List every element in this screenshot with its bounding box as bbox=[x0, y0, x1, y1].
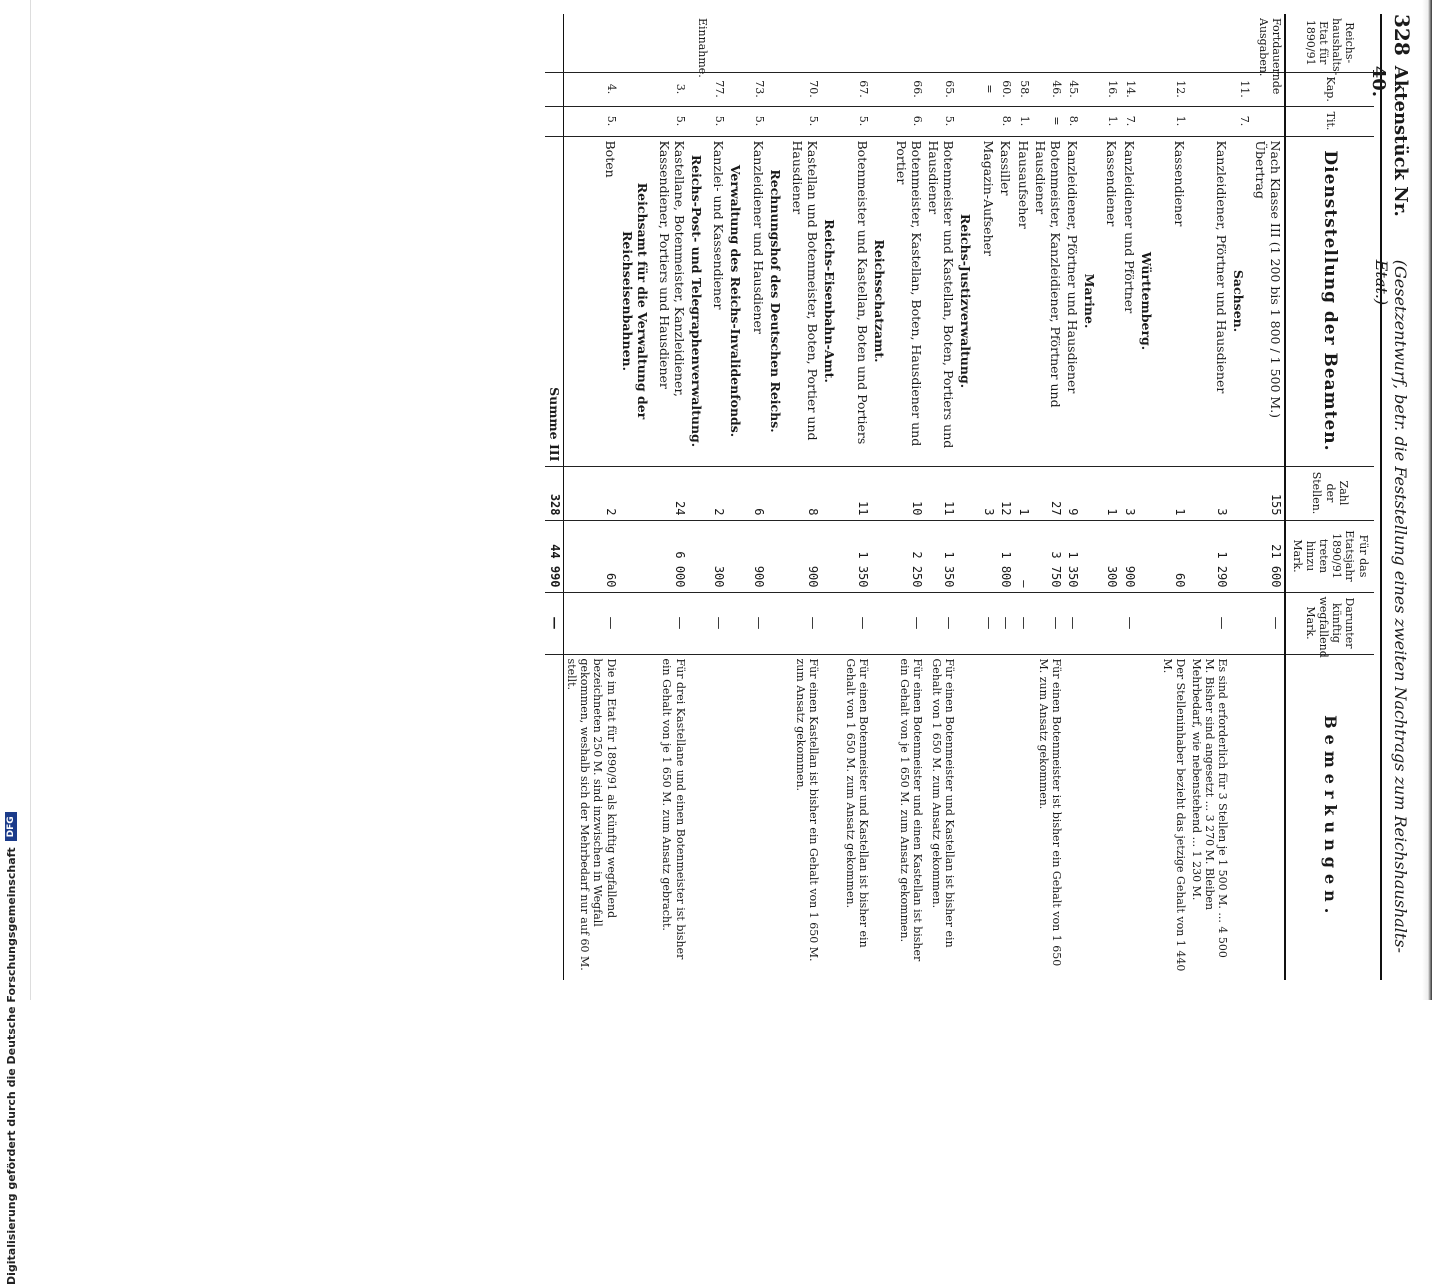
row-betrag bbox=[688, 520, 710, 592]
row-stellen bbox=[1138, 466, 1160, 520]
scan-edge-right bbox=[1422, 0, 1432, 1000]
row-kuenftig: — bbox=[893, 592, 925, 654]
page-title: Aktenstück Nr. 40. bbox=[1368, 65, 1411, 217]
row-betrag bbox=[1230, 520, 1252, 592]
table-header-row bbox=[1285, 14, 1374, 980]
row-label bbox=[997, 14, 1015, 72]
row-betrag: 900 bbox=[749, 520, 767, 592]
row-kap: 46. bbox=[1032, 72, 1064, 106]
row-description: Boten bbox=[563, 136, 618, 466]
row-remark bbox=[1230, 654, 1252, 980]
section-row bbox=[727, 14, 749, 980]
row-remark: Die im Etat für 1890/91 als künftig wegfallend bezeichneten 250 M. sind inzwischen in Wegfall gekommen, weshalb sich der Mehrbedarf nur auf 60 M. stellt. bbox=[563, 654, 618, 980]
row-remark bbox=[727, 654, 749, 980]
table-row bbox=[1064, 14, 1082, 980]
row-description: Marine. bbox=[1081, 136, 1103, 466]
row-tit bbox=[767, 106, 789, 136]
row-kap: 16. bbox=[1103, 72, 1120, 106]
row-stellen bbox=[767, 466, 789, 520]
row-stellen bbox=[1230, 466, 1252, 520]
row-label bbox=[1160, 14, 1188, 72]
row-kuenftig bbox=[1138, 592, 1160, 654]
row-label bbox=[1103, 14, 1120, 72]
row-label bbox=[619, 14, 656, 72]
row-stellen: 11 bbox=[925, 466, 957, 520]
row-kap bbox=[1081, 72, 1103, 106]
row-tit bbox=[957, 106, 979, 136]
ledger-body bbox=[563, 14, 1285, 980]
row-stellen bbox=[957, 466, 979, 520]
row-stellen: 6 bbox=[749, 466, 767, 520]
row-kuenftig: — bbox=[1252, 592, 1285, 654]
total-row bbox=[545, 14, 563, 980]
row-remark bbox=[1252, 654, 1285, 980]
row-stellen bbox=[688, 466, 710, 520]
row-remark: Für einen Botenmeister und Kastellan ist bisher ein Gehalt von 1 650 M. zum Ansatz gekommen. bbox=[843, 654, 871, 980]
section-row bbox=[1138, 14, 1160, 980]
row-label bbox=[1032, 14, 1064, 72]
table-row bbox=[563, 14, 618, 980]
row-stellen: 3 bbox=[1188, 466, 1230, 520]
row-stellen bbox=[871, 466, 893, 520]
row-description: Kassendiener bbox=[1103, 136, 1120, 466]
row-kap: 73. bbox=[749, 72, 767, 106]
row-kap: 11. bbox=[1230, 72, 1252, 106]
row-kuenftig: — bbox=[1188, 592, 1230, 654]
row-betrag: 3 750 bbox=[1032, 520, 1064, 592]
row-kap: 45. bbox=[1064, 72, 1082, 106]
row-kap: 58. bbox=[1014, 72, 1032, 106]
row-betrag: 300 bbox=[1103, 520, 1120, 592]
row-tit: 5. bbox=[789, 106, 821, 136]
row-betrag bbox=[821, 520, 843, 592]
page-number: 328 bbox=[1390, 14, 1414, 56]
page-subtitle: (Gesetzentwurf, betr. die Feststellung eines zweiten Nachtrags zum Reichshaushalts-Etat.) bbox=[1371, 259, 1410, 953]
document-page bbox=[32, 0, 1422, 1000]
row-tit bbox=[727, 106, 749, 136]
row-label bbox=[979, 14, 997, 72]
row-tit: 6. bbox=[893, 106, 925, 136]
row-tit: 8. bbox=[997, 106, 1015, 136]
row-description: Reichs-Justizverwaltung. bbox=[957, 136, 979, 466]
row-betrag bbox=[619, 520, 656, 592]
row-description: Botenmeister, Kastellan, Boten, Hausdiener und Portier bbox=[893, 136, 925, 466]
table-row bbox=[749, 14, 767, 980]
row-stellen: 24 bbox=[656, 466, 688, 520]
row-kap bbox=[767, 72, 789, 106]
dfg-logo-icon: DFG bbox=[5, 812, 17, 841]
row-remark: Für einen Botenmeister und Kastellan ist bisher ein Gehalt von 1 650 M. zum Ansatz gekommen. bbox=[925, 654, 957, 980]
col-header-betrag: Für das Etatsjahr 1890/91 treten hinzu Mark. bbox=[1285, 520, 1374, 592]
row-kuenftig bbox=[821, 592, 843, 654]
row-kuenftig: — bbox=[710, 592, 728, 654]
row-remark bbox=[997, 654, 1015, 980]
table-row bbox=[1252, 14, 1285, 980]
table-row bbox=[925, 14, 957, 980]
row-betrag: 6 000 bbox=[656, 520, 688, 592]
row-kap: 77. bbox=[710, 72, 728, 106]
row-label bbox=[656, 14, 688, 72]
row-label bbox=[871, 14, 893, 72]
row-remark bbox=[979, 654, 997, 980]
row-betrag: 900 bbox=[789, 520, 821, 592]
row-remark bbox=[1064, 654, 1082, 980]
row-remark: Für drei Kastellane und einen Botenmeister ist bisher ein Gehalt von je 1 650 M. zum Ansatz gebracht. bbox=[656, 654, 688, 980]
row-label bbox=[1014, 14, 1032, 72]
row-kap: 12. bbox=[1160, 72, 1188, 106]
row-betrag: 900 bbox=[1120, 520, 1138, 592]
total-kuenftig: — bbox=[545, 592, 563, 654]
row-label bbox=[843, 14, 871, 72]
table-row bbox=[893, 14, 925, 980]
table-row bbox=[1160, 14, 1188, 980]
row-remark bbox=[871, 654, 893, 980]
row-kap: 14. bbox=[1120, 72, 1138, 106]
row-label bbox=[893, 14, 925, 72]
row-betrag: 1 350 bbox=[843, 520, 871, 592]
row-kuenftig bbox=[727, 592, 749, 654]
row-tit: 1. bbox=[1103, 106, 1120, 136]
row-label bbox=[710, 14, 728, 72]
row-description: Verwaltung des Reichs-Invalidenfonds. bbox=[727, 136, 749, 466]
row-stellen: 2 bbox=[563, 466, 618, 520]
row-kuenftig: — bbox=[1120, 592, 1138, 654]
row-tit bbox=[871, 106, 893, 136]
col-header-main: Dienststellung der Beamten. bbox=[1285, 136, 1374, 466]
table-row bbox=[789, 14, 821, 980]
row-stellen: 27 bbox=[1032, 466, 1064, 520]
row-stellen: 3 bbox=[979, 466, 997, 520]
row-remark bbox=[1014, 654, 1032, 980]
row-kap: 70. bbox=[789, 72, 821, 106]
row-betrag bbox=[1081, 520, 1103, 592]
row-kuenftig: — bbox=[789, 592, 821, 654]
row-description: Württemberg. bbox=[1138, 136, 1160, 466]
row-kap: 4. bbox=[563, 72, 618, 106]
row-tit bbox=[688, 106, 710, 136]
row-kuenftig bbox=[1160, 592, 1188, 654]
section-row bbox=[688, 14, 710, 980]
row-tit: 8. bbox=[1064, 106, 1082, 136]
row-remark bbox=[1081, 654, 1103, 980]
row-remark bbox=[957, 654, 979, 980]
row-tit bbox=[1188, 106, 1230, 136]
row-description: Botenmeister und Kastellan, Boten und Portiers bbox=[843, 136, 871, 466]
row-description: Botenmeister und Kastellan, Boten, Portiers und Hausdiener bbox=[925, 136, 957, 466]
row-label: Einnahme. bbox=[695, 18, 709, 78]
row-betrag: 2 250 bbox=[893, 520, 925, 592]
row-kap bbox=[871, 72, 893, 106]
row-kuenftig: — bbox=[1064, 592, 1082, 654]
row-remark bbox=[1120, 654, 1138, 980]
table-row bbox=[1032, 14, 1064, 980]
row-betrag bbox=[1138, 520, 1160, 592]
row-stellen bbox=[1081, 466, 1103, 520]
row-stellen: 11 bbox=[843, 466, 871, 520]
row-tit bbox=[1252, 106, 1285, 136]
section-row bbox=[1081, 14, 1103, 980]
row-tit: 1. bbox=[1014, 106, 1032, 136]
table-row bbox=[1103, 14, 1120, 980]
total-stellen: 328 bbox=[545, 466, 563, 520]
row-label bbox=[1138, 14, 1160, 72]
total-label: Summe III bbox=[545, 136, 563, 466]
row-label bbox=[749, 14, 767, 72]
row-stellen: 3 bbox=[1120, 466, 1138, 520]
row-kuenftig bbox=[1103, 592, 1120, 654]
row-tit: 5. bbox=[656, 106, 688, 136]
total-betrag: 44 990 bbox=[545, 520, 563, 592]
row-label bbox=[821, 14, 843, 72]
row-remark: Für einen Kastellan ist bisher ein Gehalt von 1 650 M. zum Ansatz gekommen. bbox=[789, 654, 821, 980]
row-label bbox=[789, 14, 821, 72]
row-remark bbox=[749, 654, 767, 980]
row-kuenftig: — bbox=[1032, 592, 1064, 654]
table-row bbox=[843, 14, 871, 980]
row-description: Kastellan und Botenmeister, Boten, Portier und Hausdiener bbox=[789, 136, 821, 466]
table-row bbox=[1120, 14, 1138, 980]
col-header-bemerkungen: Bemerkungen. bbox=[1285, 654, 1374, 980]
row-remark bbox=[767, 654, 789, 980]
row-remark bbox=[1103, 654, 1120, 980]
section-row bbox=[821, 14, 843, 980]
row-description: Kanzleidiener, Pförtner und Hausdiener bbox=[1188, 136, 1230, 466]
row-tit: = bbox=[1032, 106, 1064, 136]
row-stellen bbox=[619, 466, 656, 520]
section-row bbox=[619, 14, 656, 980]
col-header-etat: Reichs-haushalts-Etat für 1890/91 bbox=[1285, 14, 1374, 72]
row-description: Kastellane, Botenmeister, Kanzleidiener, Kassendiener, Portiers und Hausdiener bbox=[656, 136, 688, 466]
row-kap bbox=[1188, 72, 1230, 106]
row-kap: 60. bbox=[997, 72, 1015, 106]
row-label bbox=[1120, 14, 1138, 72]
row-label bbox=[957, 14, 979, 72]
row-kap: = bbox=[979, 72, 997, 106]
page-header bbox=[1368, 14, 1414, 980]
row-description: Kanzleidiener und Hausdiener bbox=[749, 136, 767, 466]
row-betrag bbox=[871, 520, 893, 592]
row-label bbox=[1081, 14, 1103, 72]
row-tit bbox=[1138, 106, 1160, 136]
row-kuenftig bbox=[1230, 592, 1252, 654]
row-kap bbox=[727, 72, 749, 106]
row-stellen: 2 bbox=[710, 466, 728, 520]
row-kuenftig: — bbox=[1014, 592, 1032, 654]
row-description: Botenmeister, Kanzleidiener, Pförtner und Hausdiener bbox=[1032, 136, 1064, 466]
row-betrag bbox=[957, 520, 979, 592]
row-kap: 65. bbox=[925, 72, 957, 106]
row-remark: Für einen Botenmeister und einen Kastellan ist bisher ein Gehalt von je 1 650 M. zum Ansatz gekommen. bbox=[893, 654, 925, 980]
table-row bbox=[997, 14, 1015, 980]
row-tit bbox=[979, 106, 997, 136]
row-description: Reichs-Post- und Telegraphenverwaltung. bbox=[688, 136, 710, 466]
row-stellen: 1 bbox=[1014, 466, 1032, 520]
row-stellen: 12 bbox=[997, 466, 1015, 520]
row-betrag: 300 bbox=[710, 520, 728, 592]
row-tit: 5. bbox=[843, 106, 871, 136]
row-kuenftig: — bbox=[563, 592, 618, 654]
row-stellen bbox=[821, 466, 843, 520]
col-header-kuenftig: Darunter künftig wegfallend Mark. bbox=[1285, 592, 1374, 654]
row-kuenftig: — bbox=[997, 592, 1015, 654]
section-row bbox=[871, 14, 893, 980]
row-remark bbox=[688, 654, 710, 980]
row-tit: 5. bbox=[749, 106, 767, 136]
ledger-table bbox=[545, 14, 1374, 980]
row-kuenftig: — bbox=[925, 592, 957, 654]
row-remark: Für einen Botenmeister ist bisher ein Gehalt von 1 650 M. zum Ansatz gekommen. bbox=[1032, 654, 1064, 980]
row-stellen: 155 bbox=[1252, 466, 1285, 520]
row-tit bbox=[619, 106, 656, 136]
row-betrag bbox=[767, 520, 789, 592]
row-label bbox=[925, 14, 957, 72]
row-label: Fortdauernde Ausgaben. bbox=[1256, 18, 1283, 95]
row-kap: 66. bbox=[893, 72, 925, 106]
row-tit bbox=[1081, 106, 1103, 136]
row-kap bbox=[619, 72, 656, 106]
row-description: Kanzleidiener, Pförtner und Hausdiener bbox=[1064, 136, 1082, 466]
row-description: Reichsschatzamt. bbox=[871, 136, 893, 466]
row-tit: 5. bbox=[925, 106, 957, 136]
row-label bbox=[1064, 14, 1082, 72]
row-label bbox=[1230, 14, 1252, 72]
table-row bbox=[1188, 14, 1230, 980]
row-remark: Es sind erforderlich für 3 Stellen je 1 500 M. ... 4 500 M. Bisher sind angesetzt ... 3 270 M. Bleiben Mehrbedarf, wie nebenstehend ... 1 230 M. bbox=[1188, 654, 1230, 980]
row-kap: 67. bbox=[843, 72, 871, 106]
row-betrag: 1 350 bbox=[925, 520, 957, 592]
scan-edge-left bbox=[30, 0, 31, 1000]
row-kuenftig bbox=[871, 592, 893, 654]
row-betrag: 60 bbox=[1160, 520, 1188, 592]
row-description: Kassiller bbox=[997, 136, 1015, 466]
row-description: Rechnungshof des Deutschen Reichs. bbox=[767, 136, 789, 466]
row-tit: 1. bbox=[1160, 106, 1188, 136]
row-remark bbox=[1138, 654, 1160, 980]
row-tit bbox=[821, 106, 843, 136]
section-row bbox=[1230, 14, 1252, 980]
row-description: Kanzleidiener und Pförtner bbox=[1120, 136, 1138, 466]
row-stellen: 9 bbox=[1064, 466, 1082, 520]
row-tit: 7. bbox=[1230, 106, 1252, 136]
row-tit: 5. bbox=[710, 106, 728, 136]
row-description: Kassendiener bbox=[1160, 136, 1188, 466]
row-label bbox=[563, 14, 618, 72]
col-header-tit: Tit. bbox=[1285, 106, 1374, 136]
table-row bbox=[710, 14, 728, 980]
row-tit: 5. bbox=[563, 106, 618, 136]
row-kuenftig bbox=[688, 592, 710, 654]
row-tit: 7. bbox=[1120, 106, 1138, 136]
digitization-credit bbox=[1, 315, 21, 1285]
section-row bbox=[957, 14, 979, 980]
row-description: Reichsamt für die Verwaltung der Reichseisenbahnen. bbox=[619, 136, 656, 466]
row-kap bbox=[957, 72, 979, 106]
table-row bbox=[979, 14, 997, 980]
row-kuenftig: — bbox=[843, 592, 871, 654]
row-stellen bbox=[727, 466, 749, 520]
row-stellen: 1 bbox=[1160, 466, 1188, 520]
row-betrag: — bbox=[1014, 520, 1032, 592]
row-label bbox=[1188, 14, 1230, 72]
row-stellen: 10 bbox=[893, 466, 925, 520]
row-kuenftig: — bbox=[749, 592, 767, 654]
row-kuenftig bbox=[767, 592, 789, 654]
row-betrag: 21 600 bbox=[1252, 520, 1285, 592]
row-betrag: 1 290 bbox=[1188, 520, 1230, 592]
row-kap: 3. bbox=[656, 72, 688, 106]
row-remark bbox=[821, 654, 843, 980]
section-row bbox=[767, 14, 789, 980]
row-remark bbox=[710, 654, 728, 980]
row-kuenftig: — bbox=[656, 592, 688, 654]
row-description: Hausaufseher bbox=[1014, 136, 1032, 466]
row-kap bbox=[1138, 72, 1160, 106]
table-row bbox=[656, 14, 688, 980]
row-betrag bbox=[727, 520, 749, 592]
col-header-stellen: Zahl der Stellen. bbox=[1285, 466, 1374, 520]
row-kuenftig: — bbox=[979, 592, 997, 654]
row-stellen: 8 bbox=[789, 466, 821, 520]
row-betrag: 60 bbox=[563, 520, 618, 592]
row-stellen: 1 bbox=[1103, 466, 1120, 520]
row-description: Reichs-Eisenbahn-Amt. bbox=[821, 136, 843, 466]
row-kap bbox=[821, 72, 843, 106]
row-description: Kanzlei- und Kassendiener bbox=[710, 136, 728, 466]
row-description: Sachsen. bbox=[1230, 136, 1252, 466]
row-label bbox=[767, 14, 789, 72]
row-kuenftig bbox=[957, 592, 979, 654]
credit-text: Digitalisierung gefördert durch die Deutsche Forschungsgemeinschaft bbox=[4, 847, 18, 1285]
row-remark: Der Stelleninhaber bezieht das jetzige Gehalt von 1 440 M. bbox=[1160, 654, 1188, 980]
row-description: Magazin-Aufseher bbox=[979, 136, 997, 466]
row-betrag bbox=[979, 520, 997, 592]
row-betrag: 1 350 bbox=[1064, 520, 1082, 592]
row-remark bbox=[619, 654, 656, 980]
row-kuenftig bbox=[1081, 592, 1103, 654]
col-header-kap: Kap. bbox=[1285, 72, 1374, 106]
row-label bbox=[727, 14, 749, 72]
row-kuenftig bbox=[619, 592, 656, 654]
row-description: Nach Klasse III (1 200 bis 1 800 / 1 500 M.) Übertrag bbox=[1252, 136, 1285, 466]
row-betrag: 1 800 bbox=[997, 520, 1015, 592]
table-row bbox=[1014, 14, 1032, 980]
